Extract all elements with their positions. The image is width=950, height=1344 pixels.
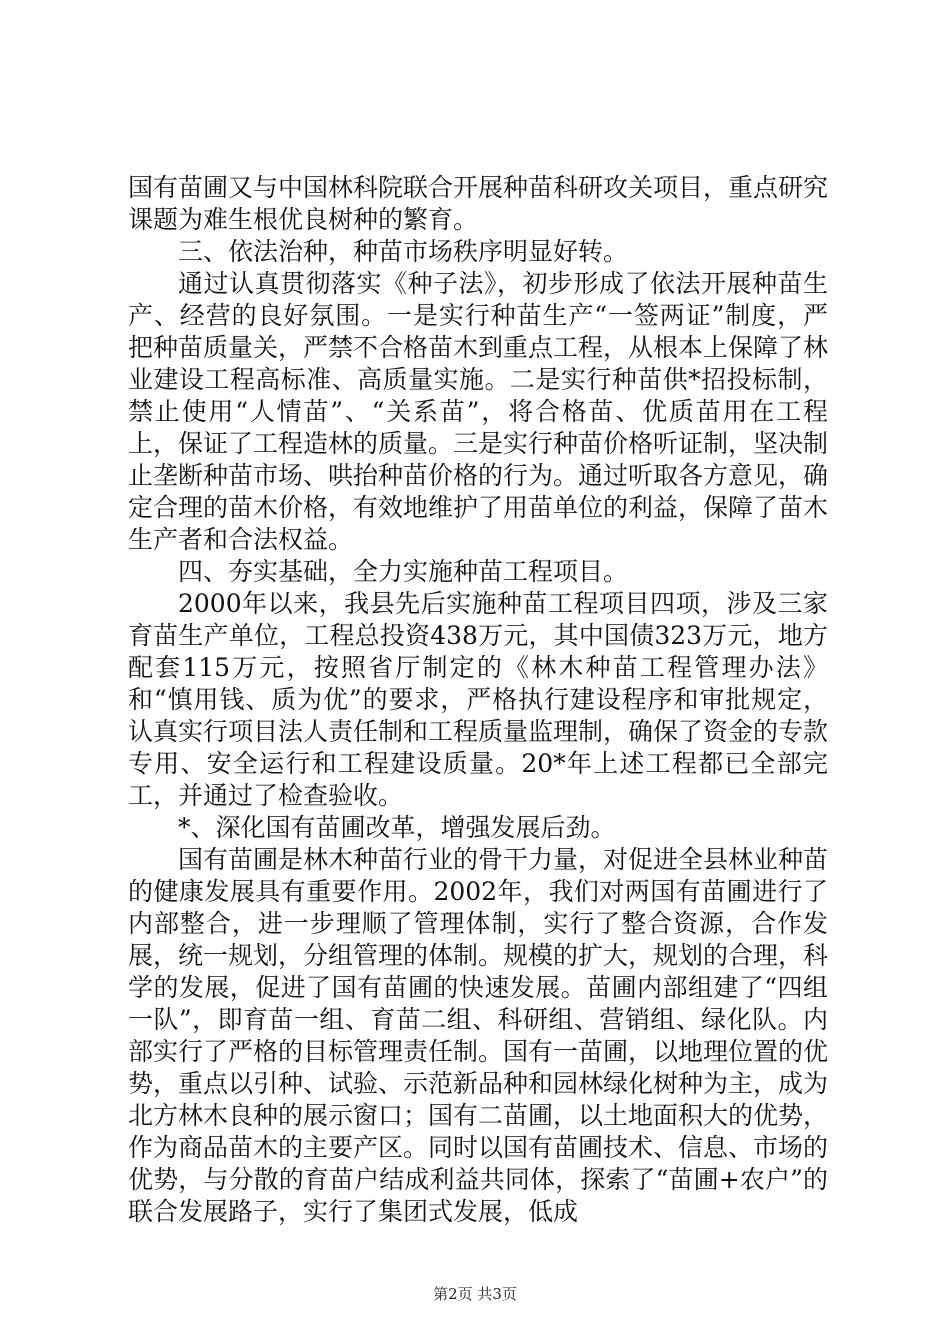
- paragraph-continuation: 国有苗圃又与中国林科院联合开展种苗科研攻关项目，重点研究课题为难生根优良树种的繁育。: [128, 173, 829, 234]
- document-body: [128, 172, 828, 1228]
- page-footer: 第2页 共3页: [433, 1285, 517, 1303]
- section-heading-4: 四、夯实基础，全力实施种苗工程项目。: [178, 557, 629, 586]
- paragraph-seedling-projects: 2000年以来，我县先后实施种苗工程项目四项，涉及三家育苗生产单位，工程总投资438万元，其中国债323万元，地方配套115万元，按照省厅制定的《林木种苗工程管理办法》和“慎用钱、质为优”的要求，严格执行建设程序和审批规定，认真实行项目法人责任制和工程质量监理制，确保了资金的专款专用、安全运行和工程建设质量。20*年上述工程都已全部完工，并通过了检查验收。: [128, 589, 829, 810]
- paragraph-nursery-reform: 国有苗圃是林木种苗行业的骨干力量，对促进全县林业种苗的健康发展具有重要作用。2002年，我们对两国有苗圃进行了内部整合，进一步理顺了管理体制，实行了整合资源，合作发展，统一规划，分组管理的体制。规模的扩大，规划的合理，科学的发展，促进了国有苗圃的快速发展。苗圃内部组建了“四组一队”，即育苗一组、育苗二组、科研组、营销组、绿化队。内部实行了严格的目标管理责任制。国有一苗圃，以地理位置的优势，重点以引种、试验、示范新品种和园林绿化树种为主，成为北方林木良种的展示窗口；国有二苗圃，以土地面积大的优势，作为商品苗木的主要产区。同时以国有苗圃技术、信息、市场的优势，与分散的育苗户结成利益共同体，探索了“苗圃+农户”的联合发展路子，实行了集团式发展，低成: [128, 845, 829, 1226]
- paragraph-seed-law: 通过认真贯彻落实《种子法》，初步形成了依法开展种苗生产、经营的良好氛围。一是实行种苗生产“一签两证”制度，严把种苗质量关，严禁不合格苗木到重点工程，从根本上保障了林业建设工程高标准、高质量实施。二是实行种苗供*招投标制，禁止使用“人情苗”、“关系苗”，将合格苗、优质苗用在工程上，保证了工程造林的质量。三是实行种苗价格听证制，坚决制止垄断种苗市场、哄抬种苗价格的行为。通过听取各方意见，确定合理的苗木价格，有效地维护了用苗单位的利益，保障了苗木生产者和合法权益。: [128, 269, 829, 554]
- section-heading-3: 三、依法治种，种苗市场秩序明显好转。: [178, 237, 629, 266]
- section-heading-5: *、深化国有苗圃改革，增强发展后劲。: [178, 813, 616, 842]
